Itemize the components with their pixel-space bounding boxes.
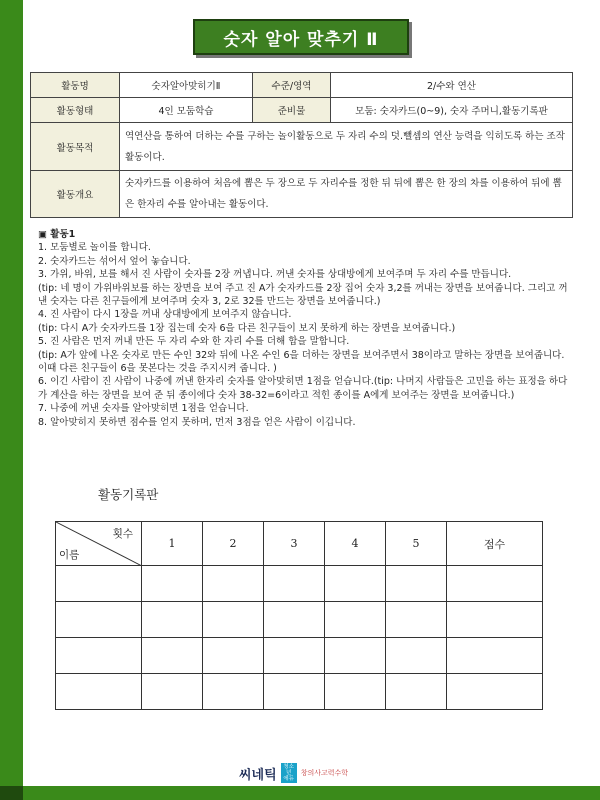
record-cell[interactable] bbox=[142, 674, 203, 710]
left-green-bar bbox=[0, 0, 23, 800]
record-cell[interactable] bbox=[447, 674, 543, 710]
value-activity-form: 4인 모둠학습 bbox=[120, 98, 253, 123]
info-row-activity-name bbox=[31, 73, 573, 98]
value-activity-name: 숫자알아맞히기Ⅱ bbox=[120, 73, 253, 98]
record-header-row bbox=[56, 522, 543, 566]
page-title: 숫자 알아 맞추기 Ⅱ bbox=[193, 19, 409, 55]
record-row bbox=[56, 674, 543, 710]
record-cell[interactable] bbox=[56, 638, 142, 674]
record-corner-cell bbox=[56, 522, 142, 566]
activity-line: 6. 이긴 사람이 진 사람이 나중에 꺼낸 한자리 숫자를 알아맞히면 1점을 얻습니다.(tip: 나머지 사람들은 고민을 하는 표정을 하다가 계산을 하는 장면을 보여 준 뒤 종이에다 숫자 38-32=6이라고 적힌 종이를 A에게 보여주는 장면을 보여줍니다.) bbox=[38, 376, 568, 401]
label-activity-name: 활동명 bbox=[31, 73, 120, 98]
logo-badge: 청소년 에듀 bbox=[281, 763, 297, 783]
record-cell[interactable] bbox=[264, 602, 325, 638]
label-purpose: 활동목적 bbox=[31, 123, 120, 171]
record-column-header: 5 bbox=[386, 522, 447, 566]
record-cell[interactable] bbox=[142, 566, 203, 602]
activity-line: (tip: A가 앞에 나온 숫자로 만든 수인 32와 뒤에 나온 수인 6을 더하는 장면을 보여주면서 38이라고 말하는 장면을 보여줍니다. 이때 다른 친구들이 6을 못본다는 것을 주지시켜 줍니다. ) bbox=[38, 349, 565, 375]
bottom-corner-block bbox=[0, 786, 23, 800]
value-purpose: 역연산을 통하여 더하는 수를 구하는 놀이활동으로 두 자리 수의 덧.뺄셈의 연산 능력을 익히도록 하는 조작 활동이다. bbox=[120, 123, 573, 171]
activity-line: 2. 숫자카드는 섞어서 엎어 놓습니다. bbox=[38, 255, 191, 267]
record-cell[interactable] bbox=[386, 566, 447, 602]
record-column-header: 3 bbox=[264, 522, 325, 566]
value-level-area: 2/수와 연산 bbox=[331, 73, 573, 98]
record-cell[interactable] bbox=[264, 566, 325, 602]
label-materials: 준비물 bbox=[253, 98, 331, 123]
record-board-table bbox=[55, 521, 543, 710]
record-cell[interactable] bbox=[142, 638, 203, 674]
record-row bbox=[56, 638, 543, 674]
info-row-activity-form bbox=[31, 98, 573, 123]
record-cell[interactable] bbox=[386, 674, 447, 710]
record-cell[interactable] bbox=[386, 602, 447, 638]
record-column-header: 점수 bbox=[447, 522, 543, 566]
record-cell[interactable] bbox=[447, 638, 543, 674]
record-cell[interactable] bbox=[56, 674, 142, 710]
record-cell[interactable] bbox=[142, 602, 203, 638]
info-table bbox=[30, 72, 573, 218]
record-board-title: 활동기록판 bbox=[98, 487, 159, 502]
activity-title: ▣ 활동1 bbox=[38, 229, 76, 240]
activity-line: (tip: 다시 A가 숫자카드를 1장 집는데 숫자 6을 다른 친구들이 보지 못하게 하는 장면을 보여줍니다.) bbox=[38, 322, 456, 334]
record-cell[interactable] bbox=[325, 638, 386, 674]
activity-line: 7. 나중에 꺼낸 숫자를 알아맞히면 1점을 얻습니다. bbox=[38, 403, 249, 415]
record-row bbox=[56, 602, 543, 638]
record-cell[interactable] bbox=[447, 602, 543, 638]
value-materials: 모둠: 숫자카드(0~9), 숫자 주머니,활동기록판 bbox=[331, 98, 573, 123]
record-column-header: 1 bbox=[142, 522, 203, 566]
activity-line: 5. 진 사람은 먼저 꺼내 만든 두 자리 수와 한 자리 수를 더해 합을 말합니다. bbox=[38, 336, 350, 348]
record-cell[interactable] bbox=[203, 674, 264, 710]
activity-line: 3. 가위, 바위, 보를 해서 진 사람이 숫자를 2장 꺼냅니다. 꺼낸 숫자를 상대방에게 보여주며 두 자리 수를 만듭니다. bbox=[38, 269, 512, 281]
record-column-header: 4 bbox=[325, 522, 386, 566]
corner-label-name: 이름 bbox=[59, 549, 80, 561]
info-row-overview bbox=[31, 171, 573, 218]
logo-main-text: 씨네틱 bbox=[239, 767, 277, 783]
activity-line: 1. 모둠별로 놀이를 합니다. bbox=[38, 242, 151, 254]
activity-line: 8. 알아맞히지 못하면 점수를 얻지 못하며, 먼저 3점을 얻은 사람이 이깁니다. bbox=[38, 416, 356, 428]
value-overview: 숫자카드를 이용하여 처음에 뽑은 두 장으로 두 자리수를 정한 뒤 뒤에 뽑은 한 장의 차를 이용하여 뒤에 뽑은 한자리 수를 알아내는 활동이다. bbox=[120, 171, 573, 218]
record-cell[interactable] bbox=[325, 602, 386, 638]
activity-line: 4. 진 사람이 다시 1장을 꺼내 상대방에게 보여주지 않습니다. bbox=[38, 309, 292, 321]
record-cell[interactable] bbox=[203, 638, 264, 674]
record-cell[interactable] bbox=[56, 566, 142, 602]
record-cell[interactable] bbox=[386, 638, 447, 674]
record-cell[interactable] bbox=[264, 638, 325, 674]
footer-logo bbox=[239, 764, 348, 782]
record-row bbox=[56, 566, 543, 602]
record-cell[interactable] bbox=[264, 674, 325, 710]
info-row-purpose bbox=[31, 123, 573, 171]
label-level-area: 수준/영역 bbox=[253, 73, 331, 98]
record-cell[interactable] bbox=[325, 674, 386, 710]
record-cell[interactable] bbox=[325, 566, 386, 602]
label-overview: 활동개요 bbox=[31, 171, 120, 218]
activity-line: (tip: 네 명이 가위바위보를 하는 장면을 보여 주고 진 A가 숫자카드를 2장 집어 숫자 3,2를 꺼내는 장면을 보여줍니다. 그리고 꺼낸 숫자는 다른 친구들에게 보여주며 숫자 3, 2로 32를 만드는 장면을 보여줍니다.) bbox=[38, 282, 568, 308]
label-activity-form: 활동형태 bbox=[31, 98, 120, 123]
corner-label-round: 횟수 bbox=[112, 528, 133, 540]
record-cell[interactable] bbox=[447, 566, 543, 602]
record-column-header: 2 bbox=[203, 522, 264, 566]
record-cell[interactable] bbox=[203, 602, 264, 638]
activity-section bbox=[38, 228, 574, 429]
record-cell[interactable] bbox=[203, 566, 264, 602]
bottom-green-bar bbox=[0, 786, 600, 800]
logo-sub-text: 창의사고력수학 bbox=[300, 769, 349, 777]
record-cell[interactable] bbox=[56, 602, 142, 638]
